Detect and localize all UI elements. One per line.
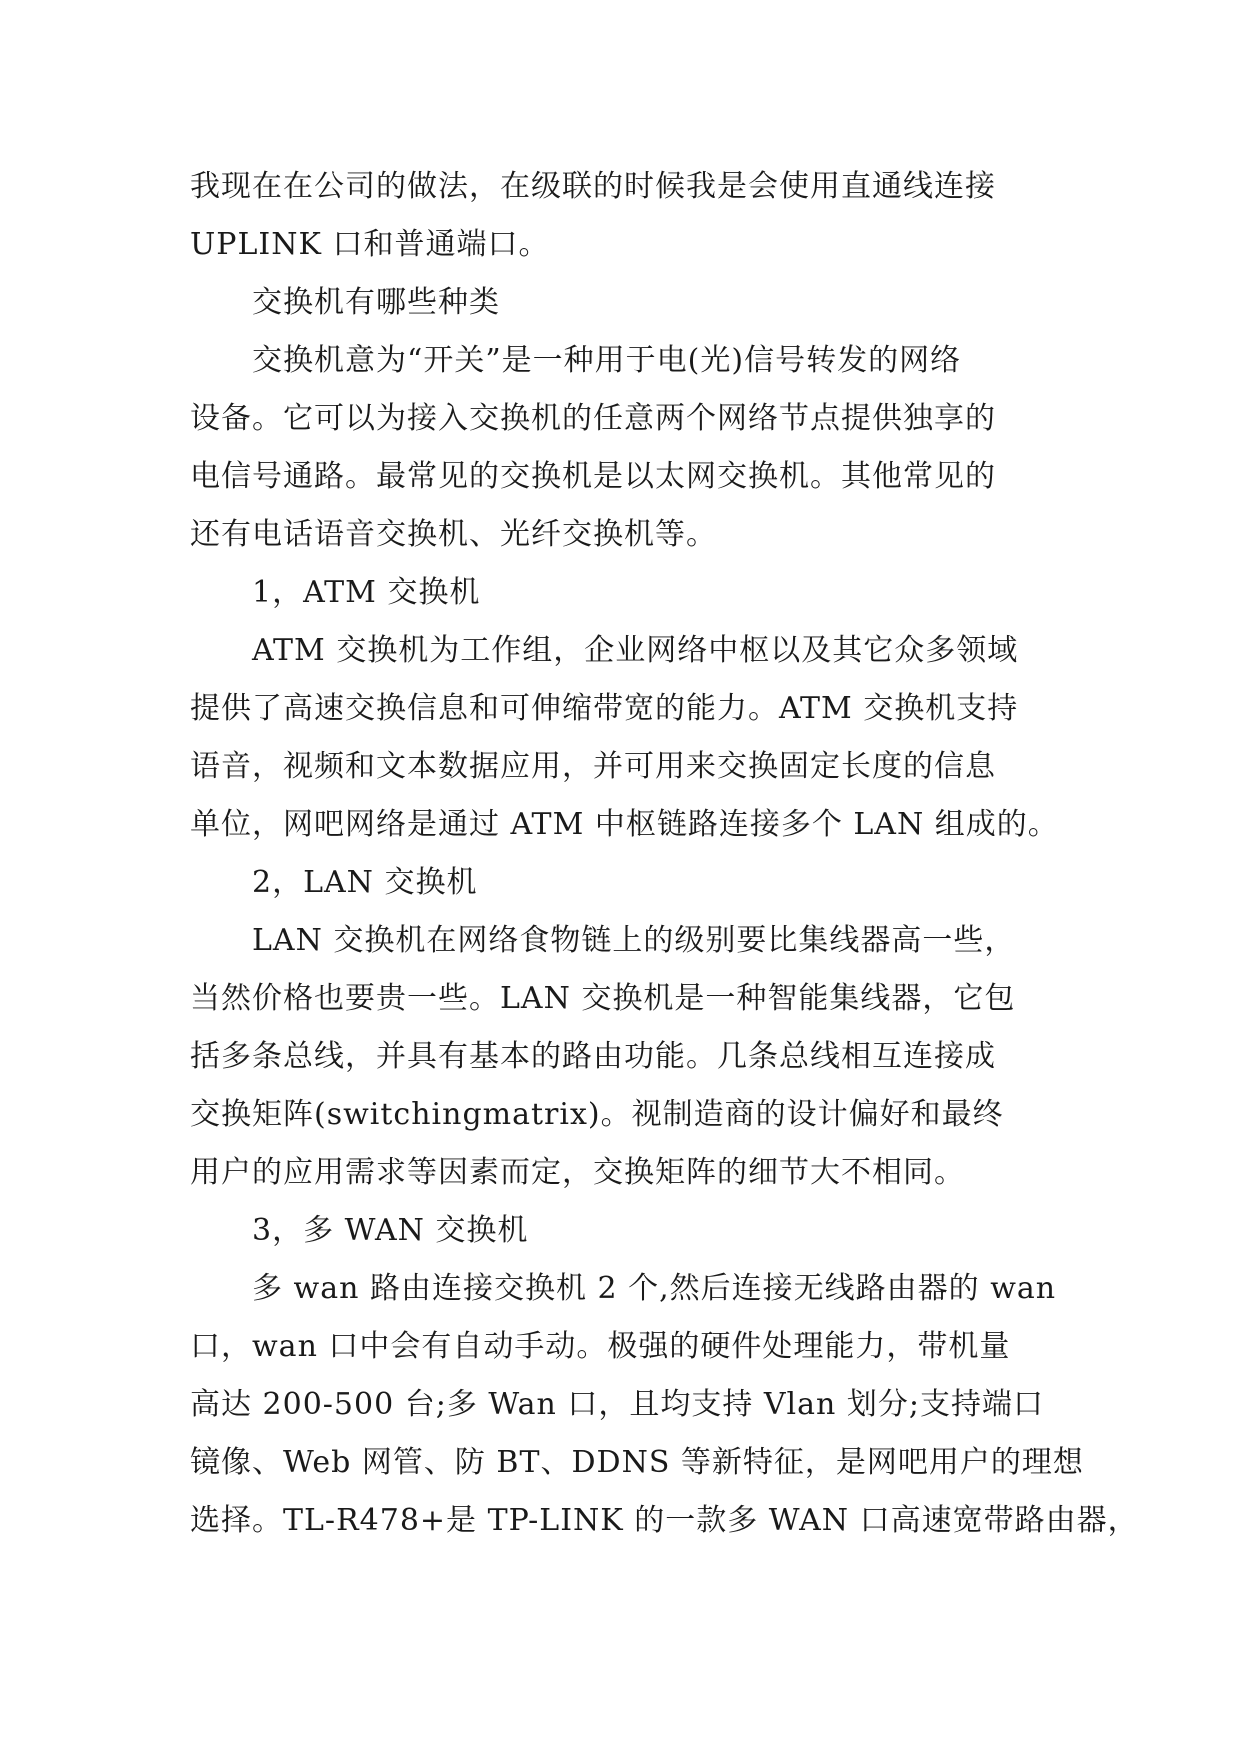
section-heading: 2，LAN 交换机 [252, 865, 478, 900]
section-heading: 1，ATM 交换机 [252, 575, 481, 610]
text-line: 选择。TL-R478+是 TP-LINK 的一款多 WAN 口高速宽带路由器， [190, 1503, 1139, 1538]
text-line: 当然价格也要贵一些。LAN 交换机是一种智能集线器，它包 [190, 981, 1016, 1016]
text-line: ATM 交换机为工作组，企业网络中枢以及其它众多领域 [252, 633, 1019, 668]
text-line: 高达 200-500 台;多 Wan 口，且均支持 Vlan 划分;支持端口 [190, 1387, 1044, 1422]
text-line: 提供了高速交换信息和可伸缩带宽的能力。ATM 交换机支持 [190, 691, 1019, 726]
section-heading: 交换机有哪些种类 [252, 285, 500, 320]
text-line: 多 wan 路由连接交换机 2 个,然后连接无线路由器的 wan [252, 1271, 1057, 1306]
text-line: LAN 交换机在网络食物链上的级别要比集线器高一些， [252, 923, 1016, 958]
text-line: 口，wan 口中会有自动手动。极强的硬件处理能力，带机量 [190, 1329, 1011, 1364]
text-line: 电信号通路。最常见的交换机是以太网交换机。其他常见的 [190, 459, 996, 494]
text-line: 单位，网吧网络是通过 ATM 中枢链路连接多个 LAN 组成的。 [190, 807, 1059, 842]
document-body [190, 158, 1139, 1550]
text-line: 还有电话语音交换机、光纤交换机等。 [190, 517, 717, 552]
text-line: 括多条总线，并具有基本的路由功能。几条总线相互连接成 [190, 1039, 996, 1074]
text-line: 交换机意为“开关”是一种用于电(光)信号转发的网络 [252, 343, 962, 378]
text-line: 镜像、Web 网管、防 BT、DDNS 等新特征，是网吧用户的理想 [190, 1445, 1084, 1480]
text-line: 语音，视频和文本数据应用，并可用来交换固定长度的信息 [190, 749, 996, 784]
text-line: 设备。它可以为接入交换机的任意两个网络节点提供独享的 [190, 401, 996, 436]
text-line: 用户的应用需求等因素而定，交换矩阵的细节大不相同。 [190, 1155, 965, 1190]
text-line: UPLINK 口和普通端口。 [190, 227, 550, 262]
text-line: 交换矩阵(switchingmatrix)。视制造商的设计偏好和最终 [190, 1097, 1004, 1132]
section-heading: 3，多 WAN 交换机 [252, 1213, 529, 1248]
text-line: 我现在在公司的做法，在级联的时候我是会使用直通线连接 [190, 169, 996, 204]
